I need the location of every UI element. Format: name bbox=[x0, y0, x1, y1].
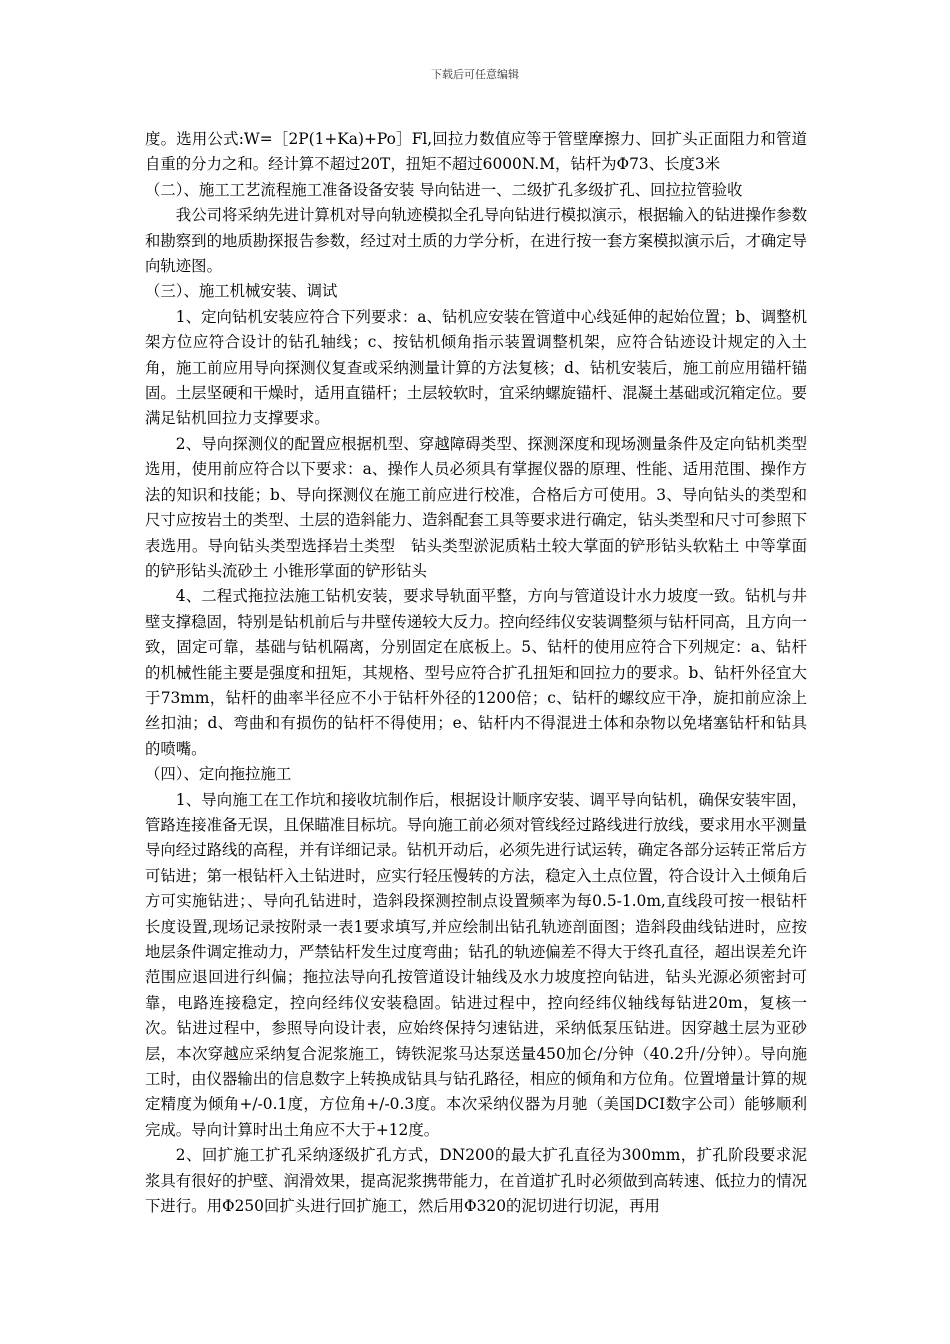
section-heading: （二）、施工工艺流程施工准备设备安装 导向钻进一、二级扩孔多级扩孔、回拉拉管验收 bbox=[145, 180, 743, 199]
paragraph: 1、定向钻机安装应符合下列要求：a、钻机应安装在管道中心线延伸的起始位置；b、调整机架方位应符合设计的钻孔轴线；c、按钻机倾角指示装置调整机架，应符合钻迹设计规定的入土角，施工前应用导向探测仪复查或采纳测量计算的方法复核；d、钻机安装后，施工前应用锚杆锚固。土层坚硬和干燥时，适用直锚杆；土层较软时，宜采纳螺旋锚杆、混凝土基础或沉箱定位。要满足钻机回拉力支撑要求。 bbox=[145, 307, 807, 428]
section-heading: （四）、定向拖拉施工 bbox=[145, 765, 292, 784]
document-body bbox=[145, 127, 807, 1219]
paragraph: 4、二程式拖拉法施工钻机安装，要求导轨面平整，方向与管道设计水力坡度一致。钻机与井壁支撑稳固，特别是钻机前后与井壁传递较大反力。控向经纬仪安装调整须与钻杆同高，且方向一致，固定可靠，基础与钻机隔离，分别固定在底板上。5、钻杆的使用应符合下列规定：a、钻杆的机械性能主要是强度和扭矩，其规格、型号应符合扩孔扭矩和回拉力的要求。b、钻杆外径宜大于73mm，钻杆的曲率半径应不小于钻杆外径的1200倍；c、钻杆的螺纹应干净，旋扣前应涂上丝扣油；d、弯曲和有损伤的钻杆不得使用；e、钻杆内不得混进土体和杂物以免堵塞钻杆和钻具的喷嘴。 bbox=[145, 587, 807, 758]
page-header: 下载后可任意编辑 bbox=[431, 68, 519, 81]
paragraph: 2、导向探测仪的配置应根据机型、穿越障碍类型、探测深度和现场测量条件及定向钻机类型选用，使用前应符合以下要求：a、操作人员必须具有掌握仪器的原理、性能、适用范围、操作方法的知识和技能；b、导向探测仪在施工前应进行校准，合格后方可使用。3、导向钻头的类型和尺寸应按岩土的类型、土层的造斜能力、造斜配套工具等要求进行确定，钻头类型和尺寸可参照下表选用。导向钻头类型选择岩土类型 钻头类型淤泥质粘土较大掌面的铲形钻头软粘土 中等掌面的铲形钻头流砂土 小锥形掌面的铲形钻头 bbox=[145, 434, 807, 580]
paragraph: 度。选用公式:W=［2P(1+Ka)+Po］Fl,回拉力数值应等于管壁摩擦力、回扩头正面阻力和管道自重的分力之和。经计算不超过20T，扭矩不超过6000N.M，钻杆为Φ73、长度3米 bbox=[145, 130, 807, 174]
paragraph: 1、导向施工在工作坑和接收坑制作后，根据设计顺序安装、调平导向钻机，确保安装牢固，管路连接准备无误，且保瞄准目标坑。导向施工前必须对管线经过路线进行放线，要求用水平测量导向经过路线的高程，并有详细记录。钻机开动后，必须先进行试运转，确定各部分运转正常后方可钻进；第一根钻杆入土钻进时，应实行轻压慢转的方法，稳定入土点位置，符合设计入土倾角后方可实施钻进；、导向孔钻进时，造斜段探测控制点设置频率为每0.5-1.0m,直线段可按一根钻杆长度设置,现场记录按附录一表1要求填写,并应绘制出钻孔轨迹剖面图；造斜段曲线钻进时，应按地层条件调定推动力，严禁钻杆发生过度弯曲；钻孔的轨迹偏差不得大于终孔直径，超出误差允许范围应退回进行纠偏；拖拉法导向孔按管道设计轴线及水力坡度控向钻进，钻头光源必须密封可靠，电路连接稳定，控向经纬仪安装稳固。钻进过程中，控向经纬仪轴线每钻进20m，复核一次。钻进过程中，参照导向设计表，应始终保持匀速钻进，采纳低泵压钻进。因穿越土层为亚砂层，本次穿越应采纳复合泥浆施工，铸铁泥浆马达泵送量450加仑/分钟（40.2升/分钟）。导向施工时，由仪器输出的信息数字上转换成钻具与钻孔路径，相应的倾角和方位角。位置增量计算的规定精度为倾角+/-0.1度，方位角+/-0.3度。本次采纳仪器为月驰（美国DCI数字公司）能够顺利完成。导向计算时出土角应不大于+12度。 bbox=[145, 790, 807, 1139]
paragraph: 我公司将采纳先进计算机对导向轨迹模拟全孔导向钻进行模拟演示，根据输入的钻进操作参数和勘察到的地质勘探报告参数，经过对土质的力学分析，在进行按一套方案模拟演示后，才确定导向轨迹图。 bbox=[145, 206, 807, 276]
section-heading: （三）、施工机械安装、调试 bbox=[145, 282, 338, 301]
paragraph: 2、回扩施工扩孔采纳逐级扩孔方式，DN200的最大扩孔直径为300mm，扩孔阶段要求泥浆具有很好的护壁、润滑效果，提高泥浆携带能力，在首道扩孔时必须做到高转速、低拉力的情况下进行。用Φ250回扩头进行回扩施工，然后用Φ320的泥切进行切泥，再用 bbox=[145, 1146, 807, 1216]
